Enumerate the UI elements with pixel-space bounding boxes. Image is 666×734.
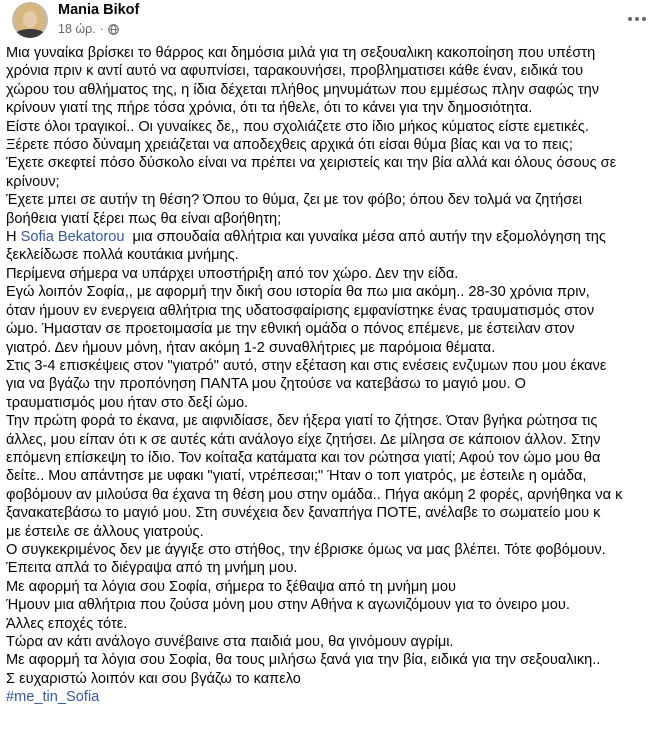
post-meta: [58, 22, 119, 36]
mention-prefix: Η: [6, 229, 21, 246]
text-line: Την πρώτη φορά το έκανα, με αιφνιδίασε, δεν ήξερα γιατί το ζήτησε. Όταν βγήκα ρώτησα τις: [6, 413, 598, 430]
post-timestamp[interactable]: 18 ώρ.: [58, 22, 96, 36]
meta-separator: ·: [99, 22, 104, 36]
text-line: Άλλες εποχές τότε.: [6, 615, 128, 632]
text-line: κρίνουν;: [6, 173, 60, 190]
text-line: επόμενη επίσκεψη το ίδιο. Τον κοίταξα κατάματα και τον ρώτησα γιατί; Αφού τον ώμο μου θα: [6, 449, 601, 466]
text-line: Έχετε μπει σε αυτήν τη θέση? Όπου το θύμα, ζει με τον φόβο; όπου δεν τολμά να ζητήσει: [6, 192, 583, 209]
text-line: τραυματισμός μου ήταν στο δεξί ώμο.: [6, 394, 249, 411]
text-line: Ο συγκεκριμένος δεν με άγγιξε στο στήθος, την έβρισκε όμως να μας βλέπει. Τότε φοβόμουν.: [6, 541, 606, 558]
more-horizontal-icon: [642, 17, 646, 21]
text-line: φοβόμουν αν μιλούσα θα έχανα τη θέση μου στην ομάδα.. Πήγα ακόμη 2 φορές, αρνήθηκα να κ: [6, 486, 623, 503]
text-line: γιατρό. Δεν ήμουν μόνη, ήταν ακόμη 1-2 συναθλήτριες με παρόμοια θέματα.: [6, 339, 496, 356]
globe-icon[interactable]: [108, 24, 119, 35]
text-line: όταν ήμουν εν ενεργεια αθλήτρια της υδατοσφαίρισης εμφανίστηκε ένας τραυματισμός στον: [6, 302, 595, 319]
text-line: Με αφορμή τα λόγια σου Σοφία, θα τους μιλήσω ξανά για την βία, ειδικά για την σεξουαλικη..: [6, 652, 601, 669]
text-line: με έστειλε σε άλλους γιατρούς.: [6, 523, 204, 540]
text-line: για να βγάζω την προπόνηση ΠΑΝΤΑ μου ζητούσε να κατεβάσω το μαγιό μου. Ο: [6, 376, 526, 393]
more-horizontal-icon: [628, 17, 632, 21]
author-name[interactable]: Mania Bikof: [58, 2, 140, 18]
mention-suffix: μια σπουδαία αθλήτρια και γυναίκα μέσα από αυτήν την εξομολόγηση της: [124, 229, 606, 246]
text-line: Μια γυναίκα βρίσκει το θάρρος και δημόσια μιλά για τη σεξουαλικη κακοποίηση που υπέστη: [6, 45, 596, 61]
avatar[interactable]: [12, 2, 48, 38]
text-line: άλλες, μου είπαν ότι κ σε αυτές κάτι ανάλογο είχε ζητήσει. Δε μίλησα σε κάποιον άλλον. Στην: [6, 431, 601, 448]
avatar-face: [23, 11, 37, 28]
text-line: κρίνουν γιατί της πήρε τόσα χρόνια, ότι τα ήθελε, ότι το κάνει για την δημοσιότητα.: [6, 100, 533, 117]
text-line: Ήμουν μια αθλήτρια που ζούσα μόνη μου στην Αθήνα κ αγωνιζόμουν για το όνειρο μου.: [6, 597, 570, 614]
text-line: βοήθεια γιατί ξέρει πως θα είναι αβοήθητη;: [6, 210, 282, 227]
hashtag-line: [6, 688, 656, 706]
text-line: Έχετε σκεφτεί πόσο δύσκολο είναι να πρέπει να χειριστείς και την βία αλλά και όλους όσους σε: [6, 155, 617, 172]
text-line: Εγώ λοιπόν Σοφία,, με αφορμή την δική σου ιστορία θα πω μια ακόμη.. 28-30 χρόνια πριν,: [6, 284, 590, 301]
text-line: χώρου του αθλήματος της, η ίδια δέχεται πλήθος μηνυμάτων που εμμέσως πλην σαφώς την: [6, 81, 599, 98]
text-line: Σ ευχαριστώ λοιπόν και σου βγάζω το καπελο: [6, 670, 301, 687]
post-header: [6, 0, 658, 40]
text-line: Με αφορμή τα λόγια σου Σοφία, σήμερα το ξέθαψα από τη μνήμη μου: [6, 578, 457, 595]
text-line: Περίμενα σήμερα να υπάρχει υποστήριξη από τον χώρο. Δεν την είδα.: [6, 265, 459, 282]
text-line: χρόνια πριν κ αντί αυτό να αφυπνίσει, ταρακουνήσει, προβληματισει κάθε έναν, ειδικά του: [6, 63, 584, 80]
text-line: ξανακατεβάσω το μαγιό μου. Στη συνέχεια δεν ξαναπήγα ΠΟΤΕ, ανέλαβε το σωματείο μου κ: [6, 505, 601, 522]
text-line: Ξέρετε πόσο δύναμη χρειάζεται να αποδεχθεις αρχικά ότι είσαι θύμα βίας και να το πεις;: [6, 137, 573, 154]
post-body: [6, 44, 656, 707]
more-options-button[interactable]: [622, 8, 652, 30]
text-line: Έπειτα απλά το διέγραψα από τη μνήμη μου.: [6, 560, 298, 577]
text-line: δείτε.. Μου απάντησε με υφακι "γιατί, ντρέπεσαι;" Ήταν ο τοπ γιατρός, με έστειλε η ομάδα,: [6, 468, 587, 485]
avatar-shoulders: [14, 29, 46, 38]
hashtag-link[interactable]: #me_tin_Sofia: [6, 689, 100, 706]
text-line: Στις 3-4 επισκέψεις στον "γιατρό" αυτό, στην εξέταση και στις ενέσεις ενζυμων που μου έκανε: [6, 357, 607, 374]
mention-line: [6, 228, 656, 246]
more-horizontal-icon: [635, 17, 639, 21]
mention-link-sofia-bekatorou[interactable]: Sofia Bekatorou: [20, 229, 125, 246]
text-line: Τώρα αν κάτι ανάλογο συνέβαινε στα παιδιά μου, θα γινόμουν αγρίμι.: [6, 634, 454, 650]
text-line: ώμο. Ήμασταν σε προετοιμασία με την εθνική ομάδα ο πόνος επέμενε, με έστειλαν στον: [6, 321, 575, 338]
text-line: Είστε όλοι τραγικοί.. Οι γυναίκες δε,, που σχολιάζετε στο ίδιο μήκος κύματος είστε εμετικές.: [6, 118, 589, 135]
text-line: ξεκλείδωσε πολλά κουτάκια μνήμης.: [6, 247, 239, 264]
